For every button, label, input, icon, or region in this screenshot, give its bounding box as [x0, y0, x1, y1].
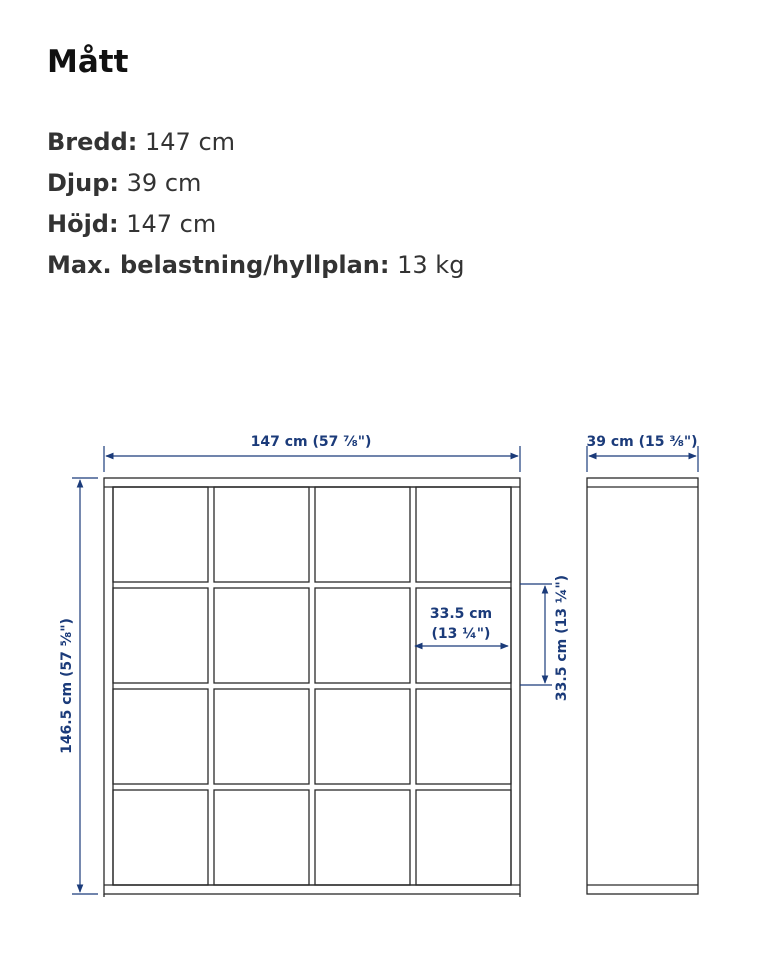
- shelf-compartment: [214, 689, 309, 784]
- shelf-compartment: [315, 588, 410, 683]
- compartment-width-label-line2: (13 ¼"): [431, 626, 491, 642]
- shelf-compartment: [113, 689, 208, 784]
- compartment-width-label-line1: 33.5 cm: [429, 606, 493, 622]
- shelf-compartment: [315, 689, 410, 784]
- spec-label: Djup:: [47, 169, 120, 197]
- height-label: 146.5 cm (57 ⅝"): [59, 618, 75, 754]
- shelf-compartment: [416, 790, 511, 885]
- shelf-compartment: [416, 689, 511, 784]
- shelf-compartment: [416, 487, 511, 582]
- shelf-front-view: [104, 478, 520, 897]
- shelf-compartment: [113, 588, 208, 683]
- shelf-side-view: [587, 478, 698, 894]
- shelf-compartment: [214, 487, 309, 582]
- dimension-lines: [72, 446, 698, 894]
- shelf-compartment: [315, 487, 410, 582]
- shelf-compartments: [113, 487, 511, 885]
- spec-value: 147 cm: [145, 128, 236, 156]
- spec-value: 147 cm: [126, 210, 217, 238]
- page-title: Mått: [47, 44, 129, 80]
- width-label: 147 cm (57 ⅞"): [250, 434, 372, 450]
- shelf-compartment: [214, 588, 309, 683]
- spec-label: Bredd:: [47, 128, 138, 156]
- shelf-compartment: [214, 790, 309, 885]
- depth-label: 39 cm (15 ⅜"): [586, 434, 698, 450]
- shelf-compartment: [113, 790, 208, 885]
- shelf-inner-frame: [113, 487, 511, 885]
- shelf-compartment: [315, 790, 410, 885]
- side-panel: [587, 478, 698, 894]
- spec-label: Höjd:: [47, 210, 119, 238]
- shelf-outer-frame: [104, 478, 520, 894]
- spec-label: Max. belastning/hyllplan:: [47, 251, 390, 279]
- spec-value: 13 kg: [397, 251, 465, 279]
- spec-value: 39 cm: [126, 169, 202, 197]
- shelf-compartment: [113, 487, 208, 582]
- compartment-height-label: 33.5 cm (13 ¼"): [554, 574, 570, 702]
